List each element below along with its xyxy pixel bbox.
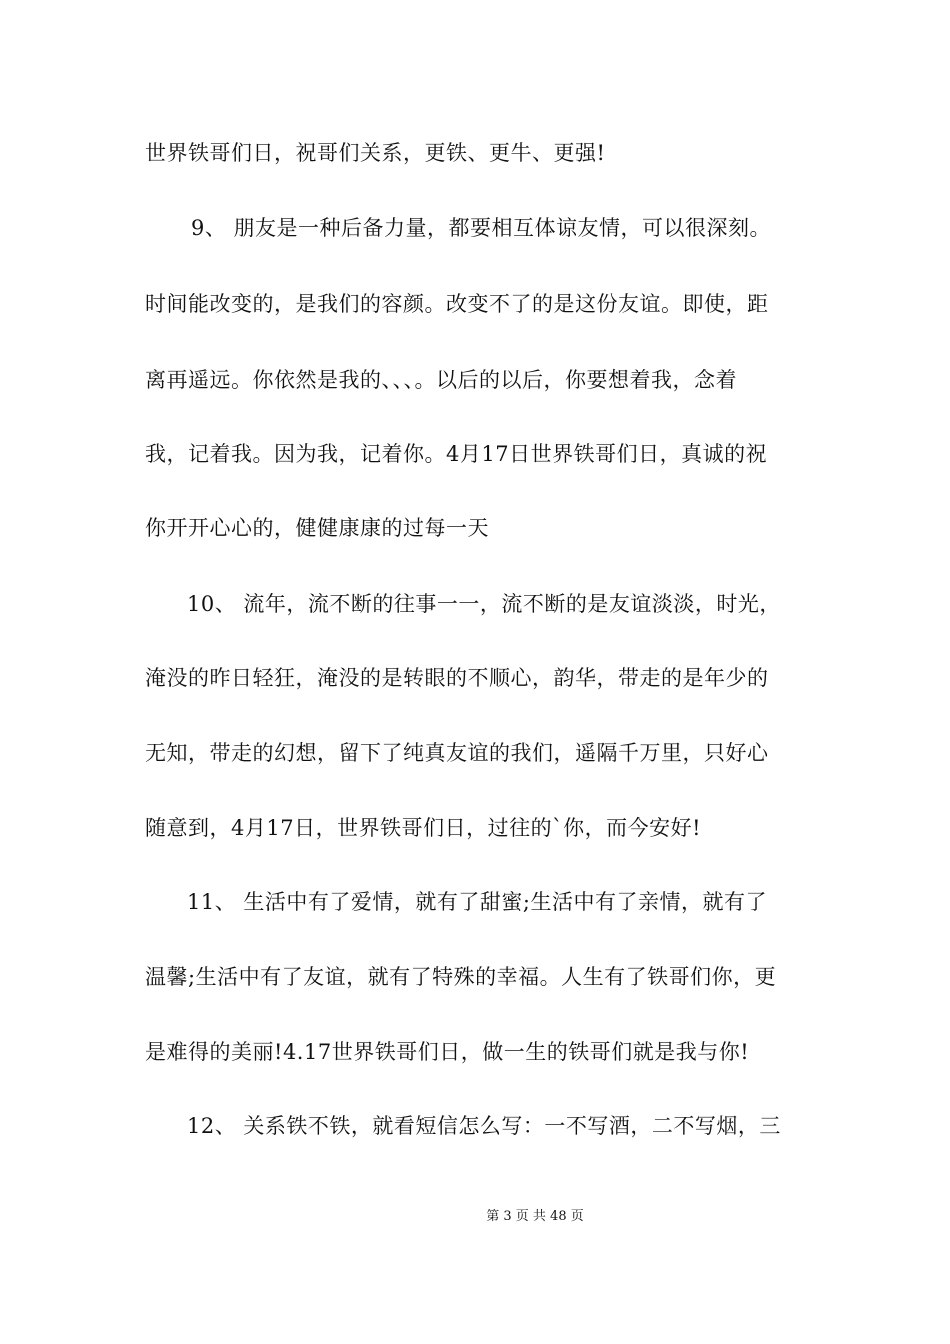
paragraph-10-start: 10、 流年，流不断的往事一一，流不断的是友谊淡淡，时光， [187, 592, 781, 616]
paragraph-9-start: 9、 朋友是一种后备力量，都要相互体谅友情，可以很深刻。 [191, 216, 772, 240]
text-line: 你开开心心的，健健康康的过每一天 [145, 516, 489, 540]
text-line: 时间能改变的，是我们的容颜。改变不了的是这份友谊。即使，距 [145, 292, 769, 316]
paragraph-12-start: 12、 关系铁不铁，就看短信怎么写：一不写酒，二不写烟，三 [187, 1114, 781, 1138]
text-line: 我，记着我。因为我，记着你。4月17日世界铁哥们日，真诚的祝 [145, 442, 768, 466]
text-line: 淹没的昨日轻狂，淹没的是转眼的不顺心，韵华，带走的是年少的 [145, 666, 769, 690]
text-line: 是难得的美丽!4.17世界铁哥们日，做一生的铁哥们就是我与你! [145, 1040, 750, 1064]
page-number-footer: 第 3 页 共 48 页 [486, 1209, 584, 1224]
paragraph-11-start: 11、 生活中有了爱情，就有了甜蜜;生活中有了亲情，就有了 [187, 890, 767, 914]
text-line: 温馨;生活中有了友谊，就有了特殊的幸福。人生有了铁哥们你，更 [145, 965, 777, 989]
text-line: 世界铁哥们日，祝哥们关系，更铁、更牛、更强! [145, 141, 606, 165]
text-line: 随意到，4月17日，世界铁哥们日，过往的`你，而今安好! [145, 816, 702, 840]
text-line: 无知，带走的幻想，留下了纯真友谊的我们，遥隔千万里，只好心 [145, 741, 769, 765]
text-line: 离再遥远。你依然是我的、、、。以后的以后，你要想着我，念着 [145, 368, 737, 392]
